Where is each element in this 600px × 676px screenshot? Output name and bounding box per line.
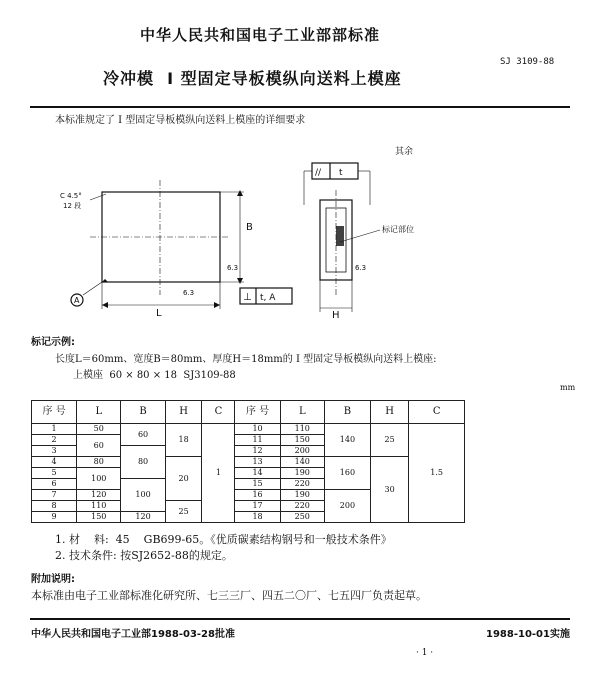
marking-heading: 标记示例: xyxy=(31,337,75,348)
appendix-heading: 附加说明: xyxy=(31,574,75,585)
table-header: H xyxy=(370,401,408,424)
table-row: 2 60 11 150 xyxy=(32,435,465,446)
tol-left: 6.3 xyxy=(227,264,239,272)
footer-effective: 1988-10-01实施 xyxy=(486,629,570,640)
table-row: 4 80 20 13 140 160 30 xyxy=(32,457,465,468)
technical-drawing xyxy=(30,130,470,325)
table-row: 8 110 25 17 220 xyxy=(32,501,465,512)
dim-L-label: L xyxy=(156,308,162,319)
table-header-row xyxy=(32,401,465,424)
spec-table xyxy=(31,400,465,523)
flatness-value: t xyxy=(339,168,343,178)
intro-text: 本标准规定了 I 型固定导板模纵向送料上模座的详细要求 xyxy=(55,115,306,126)
table-header: H xyxy=(165,401,202,424)
flatness-symbol: // xyxy=(315,168,322,178)
chamfer-note: C 4.5° xyxy=(60,192,82,200)
header-rule xyxy=(30,106,570,108)
page-title: 冷冲模 I 型固定导板模纵向送料上模座 xyxy=(103,69,402,88)
table-header: B xyxy=(324,401,370,424)
perp-value: t, A xyxy=(260,293,276,303)
roughness-note: 其余 xyxy=(395,147,414,157)
appendix-text: 本标准由电子工业部标准化研究所、七三三厂、四五二〇厂、七五四厂负责起草。 xyxy=(31,589,427,602)
org-standard-title: 中华人民共和国电子工业部部标准 xyxy=(140,26,381,44)
perp-symbol: ⊥ xyxy=(243,292,252,303)
footer-approval: 中华人民共和国电子工业部1988-03-28批准 xyxy=(31,629,235,640)
table-unit: mm xyxy=(560,383,576,392)
marking-line-1: 长度L＝60mm、宽度B＝80mm、厚度H＝18mm的 I 型固定导板模纵向送料上模座: xyxy=(55,354,437,365)
table-row: 6 100 15 220 xyxy=(32,479,465,490)
table-header: 序 号 xyxy=(235,401,280,424)
tol-bottom: 6.3 xyxy=(183,289,195,297)
table-header: L xyxy=(280,401,324,424)
table-row: 1 50 60 18 1 10 110 140 25 1.5 xyxy=(32,424,465,435)
datum-label: A xyxy=(74,296,80,305)
table-header: C xyxy=(409,401,465,424)
table-row: 5 100 14 190 xyxy=(32,468,465,479)
table-header: 序 号 xyxy=(32,401,77,424)
page-number: · 1 · xyxy=(416,648,434,658)
dim-H-label: H xyxy=(332,310,340,321)
table-header: L xyxy=(77,401,121,424)
marking-line-2: 上模座 60 × 80 × 18 SJ3109-88 xyxy=(73,370,236,381)
slot-note: 12 段 xyxy=(63,202,82,210)
dim-B-label: B xyxy=(246,222,253,233)
hatch-note: 标记部位 xyxy=(382,225,414,234)
table-row: 9 150 120 18 250 xyxy=(32,512,465,523)
note-material: 1. 材 料: 45 GB699-65。《优质碳素结构钢号和一般技术条件》 xyxy=(55,533,392,546)
table-header: B xyxy=(121,401,165,424)
footer-rule xyxy=(30,618,570,620)
standard-code: SJ 3109-88 xyxy=(500,57,555,67)
table-row: 7 120 16 190 200 xyxy=(32,490,465,501)
table-header: C xyxy=(202,401,235,424)
tol-right: 6.3 xyxy=(355,264,367,272)
note-tech: 2. 技术条件: 按SJ2652-88的规定。 xyxy=(55,549,233,562)
table-row: 3 80 12 200 xyxy=(32,446,465,457)
